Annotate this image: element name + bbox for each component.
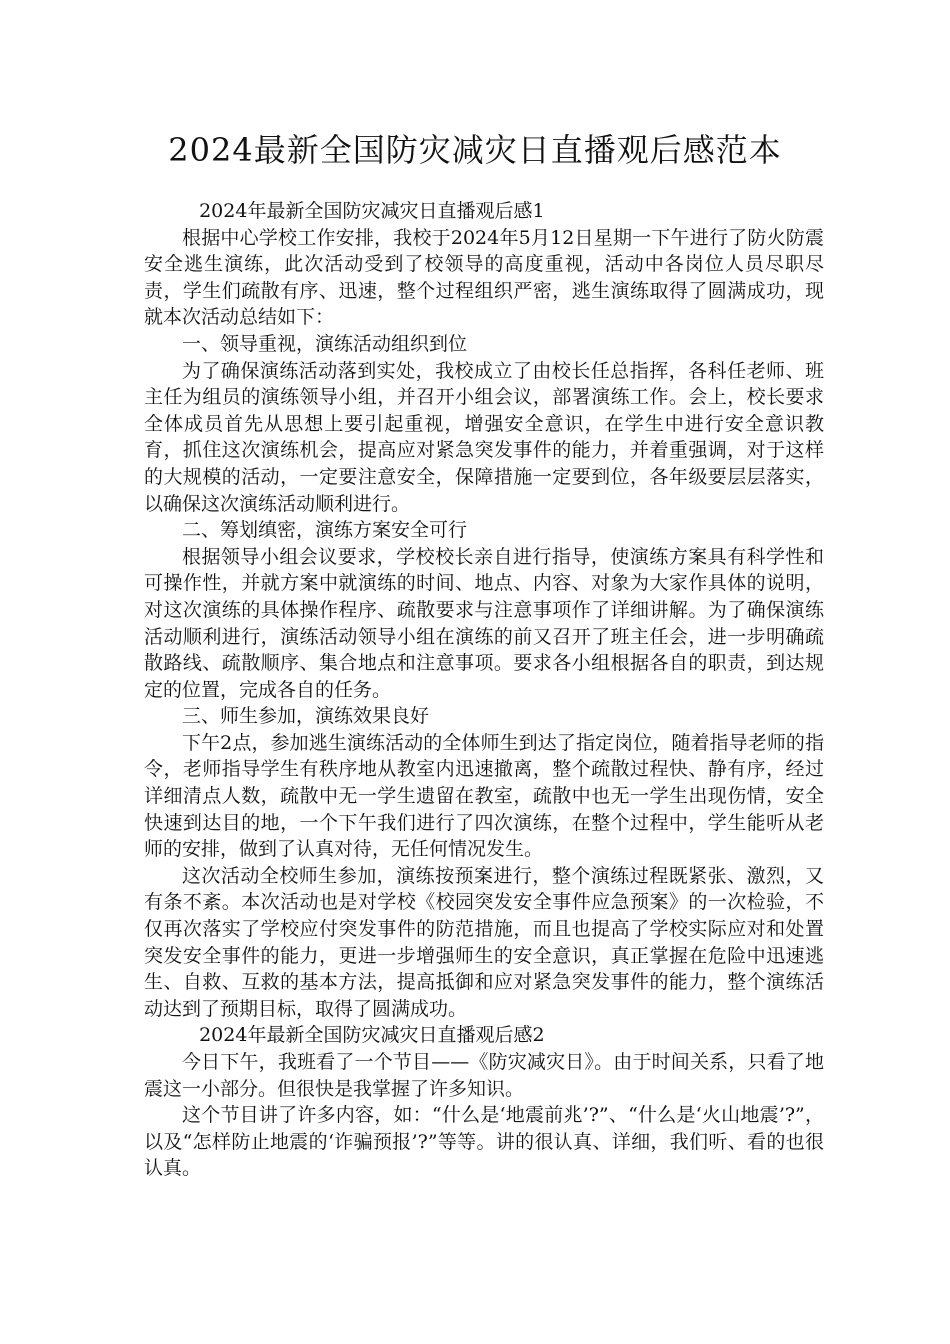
section-heading: 一、领导重视，演练活动组织到位	[182, 332, 468, 355]
section-heading: 二、筹划缜密，演练方案安全可行	[182, 519, 468, 542]
paragraph: 下午2点，参加逃生演练活动的全体师生到达了指定岗位，随着指导老师的指令，老师指导学生有秩序地从教室内迅速撤离，整个疏散过程快、静有序，经过详细清点人数，疏散中无一学生遗留在教室，疏散中也无一学生出现伤情，安全快速到达目的地，一个下午我们进行了四次演练，在整个过程中，学生能听从老师的安排，做到了认真对待，无任何情况发生。	[144, 731, 824, 861]
section-subtitle: 2024年最新全国防灾减灾日直播观后感2	[199, 1024, 545, 1047]
document-body	[144, 198, 824, 1182]
section-heading: 三、师生参加，演练效果良好	[182, 705, 430, 728]
paragraph: 这次活动全校师生参加，演练按预案进行，整个演练过程既紧张、激烈，又有条不紊。本次活动也是对学校《校园突发安全事件应急预案》的一次检验，不仅再次落实了学校应付突发事件的防范措施，而且也提高了学校实际应对和处置突发安全事件的能力，更进一步增强师生的安全意识，真正掌握在危险中迅速逃生、自救、互救的基本方法，提高抵御和应对紧急突发事件的能力，整个演练活动达到了预期目标，取得了圆满成功。	[144, 864, 824, 1020]
document-title: 2024最新全国防灾减灾日直播观后感范本	[168, 131, 782, 169]
paragraph: 根据领导小组会议要求，学校校长亲自进行指导，使演练方案具有科学性和可操作性，并就方案中就演练的时间、地点、内容、对象为大家作具体的说明，对这次演练的具体操作程序、疏散要求与注意事项作了详细讲解。为了确保演练活动顺利进行，演练活动领导小组在演练的前又召开了班主任会，进一步明确疏散路线、疏散顺序、集合地点和注意事项。要求各小组根据各自的职责，到达规定的位置，完成各自的任务。	[144, 545, 824, 701]
paragraph: 根据中心学校工作安排，我校于2024年5月12日星期一下午进行了防火防震安全逃生演练，此次活动受到了校领导的高度重视，活动中各岗位人员尽职尽责，学生们疏散有序、迅速，整个过程组织严密，逃生演练取得了圆满成功，现就本次活动总结如下：	[144, 226, 824, 329]
paragraph: 今日下午，我班看了一个节目——《防灾减灾日》。由于时间关系，只看了地震这一小部分。但很快是我掌握了许多知识。	[144, 1051, 824, 1100]
section-subtitle: 2024年最新全国防灾减灾日直播观后感1	[199, 200, 545, 222]
paragraph: 这个节目讲了许多内容，如：“什么是‘地震前兆’?”、“什么是‘火山地震’?”，以及“怎样防止地震的‘诈骗预报’?”等等。讲的很认真、详细，我们听、看的也很认真。	[144, 1104, 824, 1180]
paragraph: 为了确保演练活动落到实处，我校成立了由校长任总指挥，各科任老师、班主任为组员的演练领导小组，并召开小组会议，部署演练工作。会上，校长要求全体成员首先从思想上要引起重视，增强安全意识，在学生中进行安全意识教育，抓住这次演练机会，提高应对紧急突发事件的能力，并着重强调，对于这样的大规模的活动，一定要注意安全，保障措施一定要到位，各年级要层层落实，以确保这次演练活动顺利进行。	[144, 359, 824, 515]
